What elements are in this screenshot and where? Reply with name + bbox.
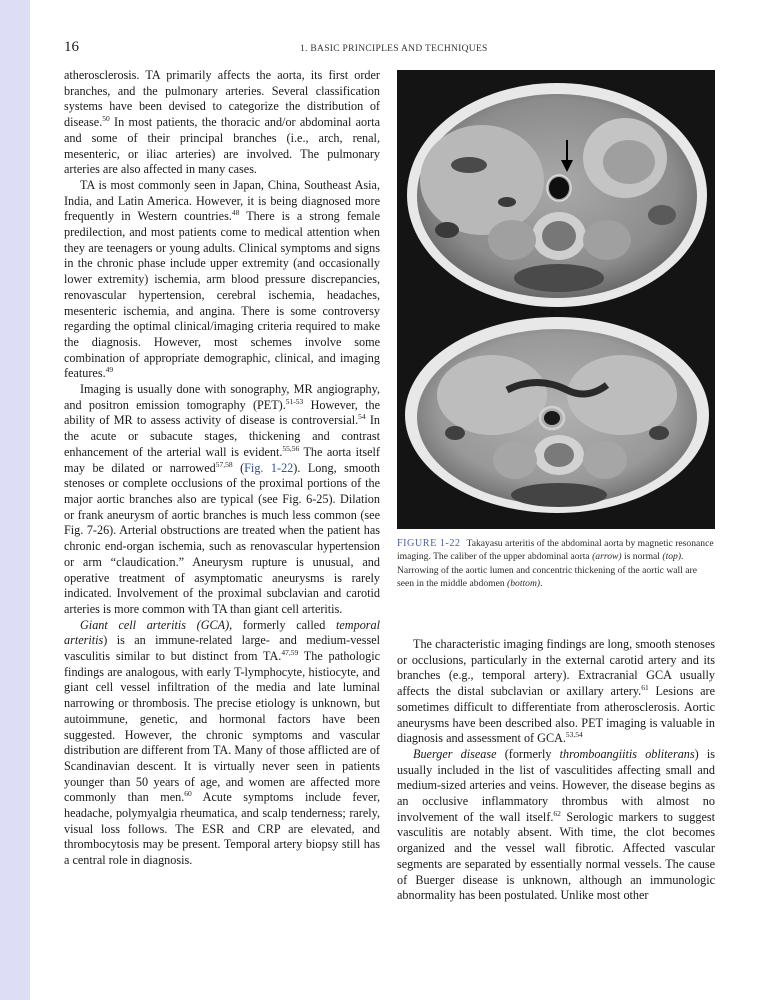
mri-image-bottom — [397, 315, 715, 529]
paragraph: atherosclerosis. TA primarily affects the aorta, its first order branches, and the pulmonary arteries. Several classification systems have been devised to categorize the distribution of disease.$^{50}$ In most patients, the thoracic and/or abdominal aorta and some of their principal branches (i.e., arch, renal, mesenteric, or iliac arteries) are involved. The pulmonary arteries are also affected in many cases. — [64, 68, 380, 177]
running-head: 1. BASIC PRINCIPLES AND TECHNIQUES — [300, 44, 488, 54]
page-number: 16 — [64, 39, 79, 55]
mri-image-top — [397, 70, 715, 315]
page-edge-strip — [0, 0, 30, 1000]
left-column — [64, 68, 380, 869]
paragraph: The characteristic imaging findings are long, smooth stenoses or occlusions, particularly in the external carotid artery and its branches (e.g., temporal artery). Extracranial GCA usually affects the distal subclavian or axillary artery.$^{61}$ Lesions are sometimes difficult to differentiate from atherosclerosis. Aortic aneurysms have been described also. PET imaging is valuable in diagnosis and assessment of GCA.$^{53,54}$ — [397, 637, 715, 746]
paragraph: TA is most commonly seen in Japan, China, Southeast Asia, India, and Latin America. However, it is being diagnosed more frequently in Western countries.$^{48}$ There is a strong female predilection, and most patients come to medical attention when they are teenagers or young adults. Clinical symptoms and signs in the chronic phase include upper extremity (and occasionally lower extremity) ischemia, arm blood pressure discrepancies, renovascular hypertension, cerebral ischemia, headaches, mesenteric ischemia, and angina. There is some controversy regarding the optimal clinical/imaging criteria required to make the diagnosis. However, most schemes involve some combination of appropriate demographic, clinical, and imaging features.$^{49}$ — [64, 177, 380, 381]
paragraph: Imaging is usually done with sonography, MR angiography, and positron emission tomography (PET).$^{51-53}$ However, the ability of MR to assess activity of disease is controversial.$^{54}$ In the acute or subacute stages, thickening and contrast enhancement of the arterial wall is evident.$^{55,56}$ The aorta itself may be dilated or narrowed$^{57,58}$ (Fig. 1-22). Long, smooth stenoses or complete occlusions of the proximal portions of the major aortic branches also are typical (see Fig. 6-25). Dilation or frank aneurysm of aortic branches is much less common (see Fig. 7-26). Arterial obstructions are treated when the patient has chronic end-organ ischemia, such as renovascular hypertension or arm “claudication.” Aneurysm rupture is unusual, and operative treatment of asymptomatic aneurysms is rarely indicated. Involvement of the proximal subclavian and carotid arteries is more common with TA than giant cell arteritis. — [64, 382, 381, 616]
figure-label: FIGURE 1-22 — [397, 538, 461, 549]
figure-link[interactable]: Fig. 1-22 — [244, 460, 294, 475]
right-column — [397, 637, 715, 904]
paragraph: Giant cell arteritis (GCA), formerly called temporal arteritis) is an immune-related large- and medium-vessel vasculitis similar to but distinct from TA.$^{47,59}$ The pathologic findings are analogous, with early T-lymphocyte, histiocyte, and giant cell vessel infiltration of the media and late luminal narrowing or thrombosis. The precise etiology is unknown, but autoimmune, genetic, and hormonal factors have been suggested. However, the chronic symptoms and vascular distribution are different from TA. Many of those afflicted are of Scandinavian descent. It is virtually never seen in patients younger than 50 years of age, and women are affected more commonly than men.$^{60}$ Acute symptoms include fever, headache, polymyalgia rheumatica, and scalp tenderness; rarely, visual loss follows. The ESR and CRP are elevated, and thrombocytosis may be present. Temporal artery biopsy still has a central role in diagnosis. — [64, 617, 381, 868]
figure-caption: FIGURE 1-22 Takayasu arteritis of the abdominal aorta by magnetic resonance imaging. The caliber of the upper abdominal aorta (arrow) is normal (top). Narrowing of the aortic lumen and concentric thickening of the aortic wall are seen in the middle abdomen (bottom). — [397, 538, 714, 590]
paragraph: Buerger disease (formerly thromboangiitis obliterans) is usually included in the list of vasculitides affecting small and medium-sized arteries and veins. However, the disease begins as an occlusive inflammatory thrombus with almost no involvement of the wall itself.$^{62}$ Serologic markers to suggest vasculitis are notably absent. With time, the clot becomes organized and the vessel wall fibrotic. Affected vascular segments are separated by essentially normal vessels. The cause of Buerger disease is unknown, although an immunologic abnormality has been postulated. Unlike most other — [397, 746, 716, 903]
